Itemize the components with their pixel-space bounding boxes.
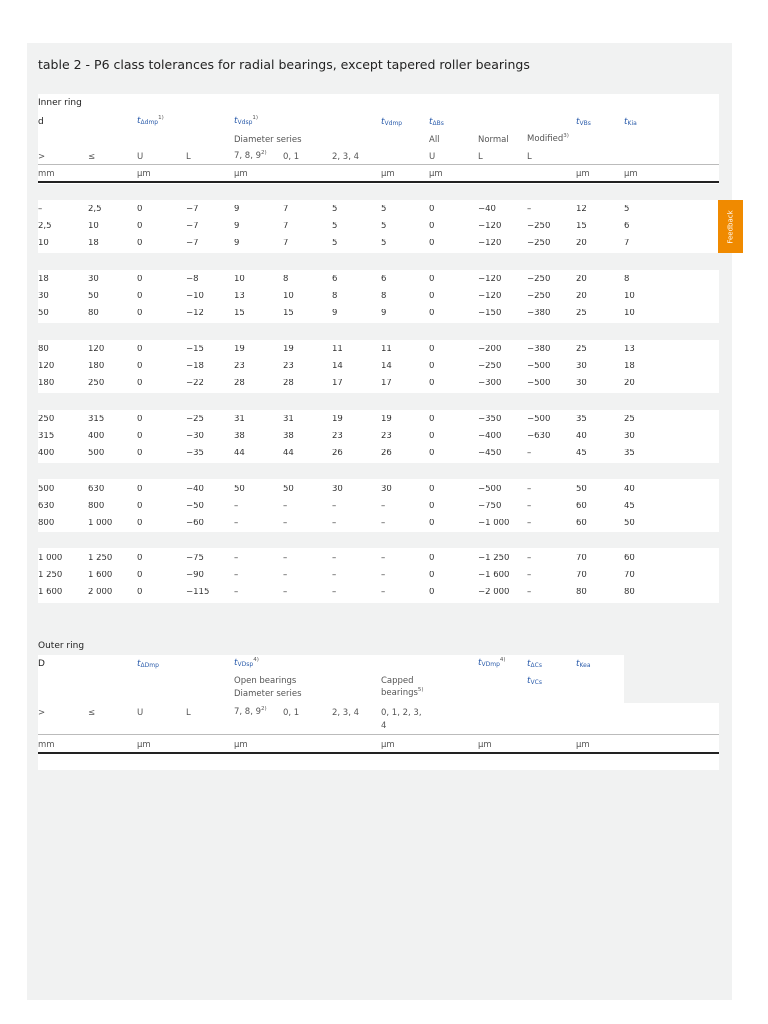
table-cell: 26 bbox=[381, 449, 392, 458]
table-cell: 18 bbox=[624, 362, 635, 371]
table-cell: – bbox=[234, 519, 239, 528]
table-cell: −8 bbox=[186, 275, 199, 284]
table-cell: – bbox=[527, 519, 532, 528]
table-cell: 7 bbox=[283, 239, 289, 248]
outer-ring-label: Outer ring bbox=[38, 641, 85, 651]
table-cell: 50 bbox=[283, 485, 294, 494]
table-cell: −250 bbox=[478, 362, 502, 371]
table-cell: 31 bbox=[234, 415, 245, 424]
inner-diameter-series-label: Diameter series bbox=[234, 135, 302, 145]
table-cell: – bbox=[283, 588, 288, 597]
table-cell: −250 bbox=[527, 222, 551, 231]
inner-gt-label: > bbox=[38, 152, 46, 162]
table-cell: 14 bbox=[332, 362, 343, 371]
table-cell: – bbox=[381, 554, 386, 563]
table-cell: −750 bbox=[478, 502, 502, 511]
table-cell: 11 bbox=[381, 345, 392, 354]
table-cell: 1 250 bbox=[38, 571, 63, 580]
table-cell: 9 bbox=[234, 239, 240, 248]
table-cell: 20 bbox=[576, 275, 587, 284]
inner-tdbs-header: $t_{\Delta Bs}$ bbox=[429, 117, 444, 127]
outer-unit-mm: mm bbox=[38, 740, 55, 750]
inner-series-234: 2, 3, 4 bbox=[332, 152, 360, 162]
table-cell: 15 bbox=[283, 309, 294, 318]
table-cell: −40 bbox=[186, 485, 204, 494]
table-cell: – bbox=[332, 588, 337, 597]
table-cell: 0 bbox=[429, 432, 435, 441]
table-cell: 30 bbox=[624, 432, 635, 441]
table-cell: 5 bbox=[332, 205, 338, 214]
table-cell: −630 bbox=[527, 432, 551, 441]
table-cell: 630 bbox=[88, 485, 105, 494]
table-cell: 400 bbox=[88, 432, 105, 441]
table-cell: −350 bbox=[478, 415, 502, 424]
table-cell: 0 bbox=[429, 571, 435, 580]
table-cell: – bbox=[527, 588, 532, 597]
table-cell: −7 bbox=[186, 222, 199, 231]
inner-header-divider bbox=[38, 164, 719, 165]
outer-series-01234-line2: 4 bbox=[381, 721, 387, 731]
inner-l-label-2: L bbox=[478, 152, 483, 162]
table-cell: 0 bbox=[137, 222, 143, 231]
table-cell: 0 bbox=[429, 345, 435, 354]
inner-units-divider bbox=[38, 181, 719, 183]
table-cell: −7 bbox=[186, 205, 199, 214]
table-cell: −500 bbox=[478, 485, 502, 494]
table-cell: 8 bbox=[624, 275, 630, 284]
table-cell: 23 bbox=[381, 432, 392, 441]
table-cell: −250 bbox=[527, 239, 551, 248]
table-cell: 180 bbox=[38, 379, 55, 388]
table-cell: – bbox=[234, 554, 239, 563]
feedback-label: Feedback bbox=[726, 209, 735, 244]
table-cell: −1 000 bbox=[478, 519, 510, 528]
table-cell: – bbox=[38, 205, 43, 214]
table-cell: 44 bbox=[234, 449, 245, 458]
table-cell: 12 bbox=[576, 205, 587, 214]
inner-d-label: d bbox=[38, 117, 44, 127]
table-cell: 28 bbox=[283, 379, 294, 388]
table-cell: 70 bbox=[624, 571, 635, 580]
table-cell: 0 bbox=[137, 345, 143, 354]
table-cell: 1 000 bbox=[38, 554, 63, 563]
table-cell: 1 600 bbox=[88, 571, 113, 580]
table-cell: 0 bbox=[137, 554, 143, 563]
table-cell: 30 bbox=[332, 485, 343, 494]
table-cell: −35 bbox=[186, 449, 204, 458]
table-cell: 50 bbox=[624, 519, 635, 528]
table-cell: 0 bbox=[429, 205, 435, 214]
table-cell: −22 bbox=[186, 379, 204, 388]
table-cell: 10 bbox=[234, 275, 245, 284]
inner-unit-mm: mm bbox=[38, 169, 55, 179]
table-cell: 0 bbox=[137, 485, 143, 494]
table-cell: 11 bbox=[332, 345, 343, 354]
table-cell: 80 bbox=[576, 588, 587, 597]
outer-unit-um-1: μm bbox=[137, 740, 151, 750]
table-cell: 0 bbox=[137, 519, 143, 528]
inner-unit-um-6: μm bbox=[624, 169, 638, 179]
table-cell: 0 bbox=[429, 292, 435, 301]
table-cell: 38 bbox=[283, 432, 294, 441]
feedback-tab[interactable] bbox=[718, 200, 743, 253]
table-cell: −15 bbox=[186, 345, 204, 354]
outer-le-label: ≤ bbox=[88, 708, 96, 718]
outer-capped-label: Capped bbox=[381, 676, 414, 686]
table-cell: 30 bbox=[576, 379, 587, 388]
table-cell: −250 bbox=[527, 292, 551, 301]
table-cell: – bbox=[527, 571, 532, 580]
table-cell: 10 bbox=[624, 292, 635, 301]
table-cell: 6 bbox=[381, 275, 387, 284]
table-cell: 6 bbox=[332, 275, 338, 284]
table-cell: 1 000 bbox=[88, 519, 113, 528]
table-cell: 45 bbox=[624, 502, 635, 511]
table-cell: −400 bbox=[478, 432, 502, 441]
outer-unit-um-3: μm bbox=[381, 740, 395, 750]
inner-normal-label: Normal bbox=[478, 135, 509, 145]
table-cell: – bbox=[283, 554, 288, 563]
table-cell: 500 bbox=[88, 449, 105, 458]
table-cell: 1 600 bbox=[38, 588, 63, 597]
table-cell: – bbox=[234, 588, 239, 597]
table-cell: – bbox=[283, 502, 288, 511]
table-cell: 10 bbox=[624, 309, 635, 318]
inner-unit-um-3: μm bbox=[381, 169, 395, 179]
table-cell: 15 bbox=[234, 309, 245, 318]
table-cell: −250 bbox=[527, 275, 551, 284]
table-cell: 250 bbox=[38, 415, 55, 424]
inner-unit-um-5: μm bbox=[576, 169, 590, 179]
table-cell: 0 bbox=[137, 379, 143, 388]
table-cell: −25 bbox=[186, 415, 204, 424]
table-cell: 7 bbox=[283, 222, 289, 231]
table-cell: 26 bbox=[332, 449, 343, 458]
table-cell: 315 bbox=[38, 432, 55, 441]
outer-tvdmp-header: $t_{VDmp}^{4)}$ bbox=[478, 657, 506, 668]
table-cell: 180 bbox=[88, 362, 105, 371]
table-cell: 70 bbox=[576, 554, 587, 563]
outer-series-01234-line1: 0, 1, 2, 3, bbox=[381, 708, 422, 718]
table-cell: – bbox=[527, 554, 532, 563]
table-cell: 120 bbox=[88, 345, 105, 354]
table-cell: 17 bbox=[381, 379, 392, 388]
outer-u-label: U bbox=[137, 708, 144, 718]
table-cell: −1 600 bbox=[478, 571, 510, 580]
inner-tkia-header: $t_{Kia}$ bbox=[624, 117, 637, 127]
table-cell: −90 bbox=[186, 571, 204, 580]
table-cell: 0 bbox=[137, 275, 143, 284]
table-cell: 13 bbox=[234, 292, 245, 301]
table-cell: 23 bbox=[332, 432, 343, 441]
inner-tdmp-header: $t_{\Delta dmp}^{1)}$ bbox=[137, 115, 164, 126]
table-cell: −500 bbox=[527, 415, 551, 424]
table-cell: 0 bbox=[429, 362, 435, 371]
outer-diameter-series-label: Diameter series bbox=[234, 689, 302, 699]
outer-tvcs-header: $t_{VCs}$ bbox=[527, 676, 542, 686]
inner-series-789: 7, 8, 9$^{2)}$ bbox=[234, 150, 267, 161]
table-cell: 5 bbox=[381, 222, 387, 231]
table-cell: 60 bbox=[576, 502, 587, 511]
table-cell: – bbox=[527, 205, 532, 214]
inner-tvdmp-header: $t_{Vdmp}$ bbox=[381, 117, 403, 127]
table-cell: 0 bbox=[137, 239, 143, 248]
table-cell: 23 bbox=[234, 362, 245, 371]
table-cell: 250 bbox=[88, 379, 105, 388]
outer-series-01: 0, 1 bbox=[283, 708, 300, 718]
table-cell: 5 bbox=[624, 205, 630, 214]
table-cell: 0 bbox=[137, 205, 143, 214]
table-cell: 0 bbox=[137, 432, 143, 441]
table-cell: – bbox=[332, 571, 337, 580]
outer-units-divider bbox=[38, 752, 719, 754]
outer-header-divider bbox=[38, 734, 719, 735]
table-cell: – bbox=[332, 502, 337, 511]
inner-unit-um-4: μm bbox=[429, 169, 443, 179]
table-cell: 10 bbox=[283, 292, 294, 301]
table-cell: – bbox=[381, 571, 386, 580]
table-cell: −30 bbox=[186, 432, 204, 441]
table-cell: 80 bbox=[38, 345, 49, 354]
table-cell: 30 bbox=[576, 362, 587, 371]
table-cell: 9 bbox=[234, 205, 240, 214]
table-cell: −18 bbox=[186, 362, 204, 371]
table-cell: 40 bbox=[576, 432, 587, 441]
table-cell: −380 bbox=[527, 309, 551, 318]
table-cell: −60 bbox=[186, 519, 204, 528]
table-cell: 1 250 bbox=[88, 554, 113, 563]
table-cell: – bbox=[283, 571, 288, 580]
table-cell: 19 bbox=[332, 415, 343, 424]
inner-unit-um-1: μm bbox=[137, 169, 151, 179]
table-cell: 0 bbox=[137, 309, 143, 318]
table-cell: – bbox=[332, 519, 337, 528]
table-cell: 120 bbox=[38, 362, 55, 371]
outer-l-label: L bbox=[186, 708, 191, 718]
table-cell: 5 bbox=[332, 222, 338, 231]
table-cell: 80 bbox=[88, 309, 99, 318]
table-cell: 20 bbox=[576, 239, 587, 248]
table-cell: – bbox=[381, 519, 386, 528]
table-cell: 0 bbox=[429, 379, 435, 388]
table-cell: −12 bbox=[186, 309, 204, 318]
table-cell: 7 bbox=[283, 205, 289, 214]
table-cell: 23 bbox=[283, 362, 294, 371]
table-cell: 60 bbox=[624, 554, 635, 563]
outer-capped-bearings-label: bearings$^{5)}$ bbox=[381, 687, 424, 698]
inner-series-01: 0, 1 bbox=[283, 152, 300, 162]
table-cell: 0 bbox=[429, 309, 435, 318]
table-cell: 38 bbox=[234, 432, 245, 441]
table-cell: 60 bbox=[576, 519, 587, 528]
table-cell: 0 bbox=[137, 571, 143, 580]
table-cell: 25 bbox=[576, 345, 587, 354]
table-cell: 0 bbox=[137, 415, 143, 424]
table-cell: 50 bbox=[38, 309, 49, 318]
outer-gt-label: > bbox=[38, 708, 46, 718]
inner-unit-um-2: μm bbox=[234, 169, 248, 179]
inner-l-label-3: L bbox=[527, 152, 532, 162]
table-cell: 40 bbox=[624, 485, 635, 494]
outer-unit-um-4: μm bbox=[478, 740, 492, 750]
outer-tdcs-header: $t_{\Delta Cs}$ bbox=[527, 659, 542, 669]
outer-D-label: D bbox=[38, 659, 45, 669]
table-cell: −120 bbox=[478, 275, 502, 284]
table-cell: 800 bbox=[38, 519, 55, 528]
inner-le-label: ≤ bbox=[88, 152, 96, 162]
table-cell: −120 bbox=[478, 292, 502, 301]
table-cell: – bbox=[234, 502, 239, 511]
table-cell: 0 bbox=[137, 292, 143, 301]
table-cell: 14 bbox=[381, 362, 392, 371]
table-cell: −500 bbox=[527, 362, 551, 371]
table-cell: 8 bbox=[381, 292, 387, 301]
table-cell: – bbox=[283, 519, 288, 528]
outer-open-bearings-label: Open bearings bbox=[234, 676, 297, 686]
table-cell: 50 bbox=[234, 485, 245, 494]
table-cell: – bbox=[381, 588, 386, 597]
table-cell: 50 bbox=[88, 292, 99, 301]
table-cell: – bbox=[332, 554, 337, 563]
table-cell: 25 bbox=[624, 415, 635, 424]
outer-series-234: 2, 3, 4 bbox=[332, 708, 360, 718]
table-cell: 500 bbox=[38, 485, 55, 494]
table-cell: 0 bbox=[429, 588, 435, 597]
inner-tvbs-header: $t_{VBs}$ bbox=[576, 117, 591, 127]
inner-ring-label: Inner ring bbox=[38, 98, 82, 108]
table-cell: 10 bbox=[38, 239, 49, 248]
table-cell: −150 bbox=[478, 309, 502, 318]
table-cell: 400 bbox=[38, 449, 55, 458]
table-cell: 80 bbox=[624, 588, 635, 597]
inner-all-label: All bbox=[429, 135, 440, 145]
table-cell: 35 bbox=[576, 415, 587, 424]
inner-l-label-1: L bbox=[186, 152, 191, 162]
table-cell: 20 bbox=[624, 379, 635, 388]
table-cell: −120 bbox=[478, 222, 502, 231]
table-cell: −380 bbox=[527, 345, 551, 354]
table-cell: 9 bbox=[234, 222, 240, 231]
table-cell: 19 bbox=[234, 345, 245, 354]
table-cell: 5 bbox=[381, 205, 387, 214]
table-cell: – bbox=[527, 449, 532, 458]
table-cell: 0 bbox=[429, 502, 435, 511]
outer-header-gap bbox=[624, 655, 719, 703]
table-cell: 45 bbox=[576, 449, 587, 458]
table-cell: 0 bbox=[429, 554, 435, 563]
table-cell: 28 bbox=[234, 379, 245, 388]
table-cell: – bbox=[234, 571, 239, 580]
table-cell: 30 bbox=[38, 292, 49, 301]
inner-modified-label: Modified$^{3)}$ bbox=[527, 133, 569, 144]
outer-tdmp-header: $t_{\Delta Dmp}$ bbox=[137, 659, 159, 669]
table-cell: 0 bbox=[137, 362, 143, 371]
table-cell: 0 bbox=[429, 449, 435, 458]
table-cell: 20 bbox=[576, 292, 587, 301]
table-cell: 19 bbox=[381, 415, 392, 424]
table-cell: 8 bbox=[332, 292, 338, 301]
table-cell: −10 bbox=[186, 292, 204, 301]
outer-tvdsp-header: $t_{VDsp}^{4)}$ bbox=[234, 657, 259, 668]
table-cell: −40 bbox=[478, 205, 496, 214]
table-cell: −7 bbox=[186, 239, 199, 248]
table-cell: 0 bbox=[137, 588, 143, 597]
outer-series-789: 7, 8, 9$^{2)}$ bbox=[234, 706, 267, 717]
table-cell: 50 bbox=[576, 485, 587, 494]
table-cell: −1 250 bbox=[478, 554, 510, 563]
table-cell: −300 bbox=[478, 379, 502, 388]
table-cell: 315 bbox=[88, 415, 105, 424]
inner-u-label-1: U bbox=[137, 152, 144, 162]
table-cell: −50 bbox=[186, 502, 204, 511]
table-cell: 15 bbox=[576, 222, 587, 231]
table-cell: 18 bbox=[88, 239, 99, 248]
table-cell: −2 000 bbox=[478, 588, 510, 597]
table-cell: 6 bbox=[624, 222, 630, 231]
table-cell: 0 bbox=[137, 449, 143, 458]
outer-unit-um-2: μm bbox=[234, 740, 248, 750]
outer-tkea-header: $t_{Kea}$ bbox=[576, 659, 591, 669]
table-cell: −120 bbox=[478, 239, 502, 248]
table-cell: −75 bbox=[186, 554, 204, 563]
table-cell: 31 bbox=[283, 415, 294, 424]
table-cell: 70 bbox=[576, 571, 587, 580]
table-cell: −450 bbox=[478, 449, 502, 458]
inner-u-label-2: U bbox=[429, 152, 436, 162]
table-cell: 0 bbox=[429, 222, 435, 231]
table-cell: 9 bbox=[332, 309, 338, 318]
inner-tvdsp-header: $t_{Vdsp}^{1)}$ bbox=[234, 115, 259, 126]
table-cell: 35 bbox=[624, 449, 635, 458]
table-cell: 9 bbox=[381, 309, 387, 318]
table-title: table 2 - P6 class tolerances for radial bearings, except tapered roller bearings bbox=[38, 57, 530, 72]
table-cell: 2,5 bbox=[38, 222, 52, 231]
table-cell: 17 bbox=[332, 379, 343, 388]
table-cell: 13 bbox=[624, 345, 635, 354]
table-cell: −200 bbox=[478, 345, 502, 354]
table-cell: 44 bbox=[283, 449, 294, 458]
table-cell: −115 bbox=[186, 588, 210, 597]
table-cell: 7 bbox=[624, 239, 630, 248]
table-cell: 0 bbox=[429, 415, 435, 424]
table-cell: 5 bbox=[381, 239, 387, 248]
table-cell: 2 000 bbox=[88, 588, 113, 597]
table-cell: 0 bbox=[429, 239, 435, 248]
table-cell: 18 bbox=[38, 275, 49, 284]
table-cell: – bbox=[527, 485, 532, 494]
table-cell: 25 bbox=[576, 309, 587, 318]
table-cell: 10 bbox=[88, 222, 99, 231]
table-cell: 0 bbox=[137, 502, 143, 511]
table-cell: −500 bbox=[527, 379, 551, 388]
table-cell: – bbox=[381, 502, 386, 511]
table-cell: 8 bbox=[283, 275, 289, 284]
table-cell: 2,5 bbox=[88, 205, 102, 214]
table-cell: 0 bbox=[429, 519, 435, 528]
table-cell: 5 bbox=[332, 239, 338, 248]
table-cell: 800 bbox=[88, 502, 105, 511]
table-cell: 19 bbox=[283, 345, 294, 354]
table-cell: 30 bbox=[381, 485, 392, 494]
table-cell: 0 bbox=[429, 275, 435, 284]
table-cell: 0 bbox=[429, 485, 435, 494]
outer-unit-um-5: μm bbox=[576, 740, 590, 750]
table-cell: – bbox=[527, 502, 532, 511]
table-cell: 30 bbox=[88, 275, 99, 284]
table-cell: 630 bbox=[38, 502, 55, 511]
